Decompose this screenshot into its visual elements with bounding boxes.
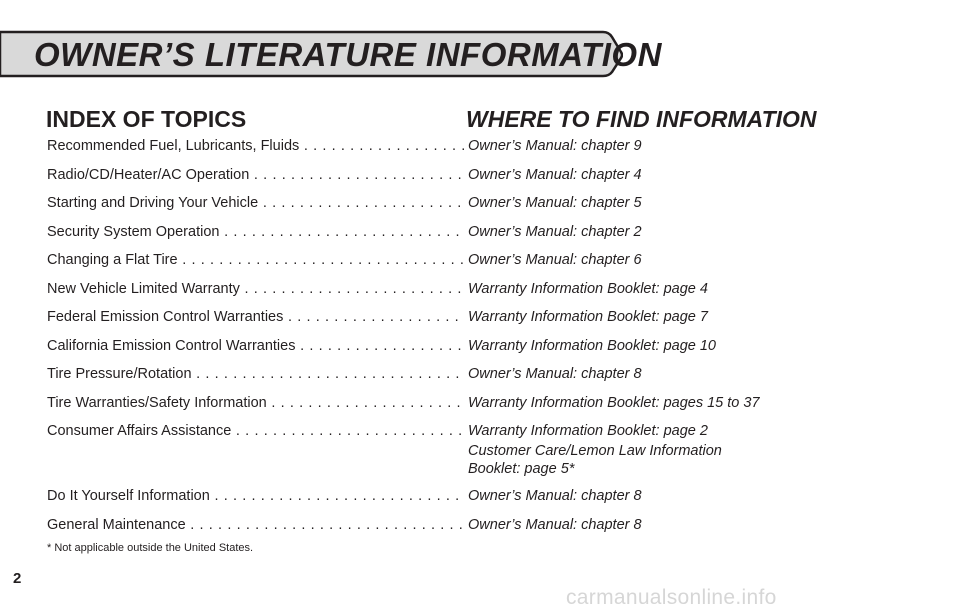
list-item [47, 362, 907, 391]
topic-location-extra: Customer Care/Lemon Law Information Booklet: page 5* [468, 443, 722, 477]
list-item [47, 163, 907, 192]
list-item [47, 513, 907, 542]
topic-location: Owner’s Manual: chapter 5 [468, 195, 642, 211]
topic-location: Warranty Information Booklet: page 2 [468, 423, 708, 439]
topic-location: Owner’s Manual: chapter 8 [468, 366, 642, 382]
topic-label: New Vehicle Limited Warranty . . . [47, 277, 465, 301]
index-of-topics-heading: INDEX OF TOPICS [46, 106, 247, 132]
title-banner [0, 30, 662, 78]
topics-list [47, 134, 907, 541]
watermark: carmanualsonline.info [566, 586, 777, 609]
list-item [47, 305, 907, 334]
topic-location: Owner’s Manual: chapter 2 [468, 223, 642, 240]
where-to-find-heading: WHERE TO FIND INFORMATION [466, 106, 817, 132]
list-item [47, 391, 907, 420]
topic-location: Warranty Information Booklet: page 4 [468, 280, 708, 297]
page-number: 2 [13, 570, 22, 587]
topic-label: California Emission Control Warranties . . . [47, 334, 465, 358]
list-item [47, 191, 907, 220]
topic-location: Warranty Information Booklet: page 7 [468, 309, 708, 325]
list-item [47, 334, 907, 363]
topic-label: Tire Pressure/Rotation . . . [47, 362, 465, 386]
topic-location: Owner’s Manual: chapter 8 [468, 488, 642, 504]
topic-location: Warranty Information Booklet: page 10 [468, 337, 716, 354]
list-item [47, 248, 907, 277]
page-title: OWNER’S LITERATURE INFORMATION [34, 36, 662, 73]
topic-label: General Maintenance . . . [47, 513, 465, 537]
topic-label: Do It Yourself Information . . . [47, 484, 465, 508]
list-item [47, 484, 907, 513]
topic-label: Starting and Driving Your Vehicle . . . [47, 191, 465, 215]
footnote: * Not applicable outside the United States. [47, 542, 254, 554]
list-item [47, 220, 907, 249]
topic-label: Changing a Flat Tire . . . [47, 248, 465, 272]
list-item [47, 277, 907, 306]
topic-location: Owner’s Manual: chapter 8 [468, 516, 642, 533]
topic-label: Radio/CD/Heater/AC Operation . . . [47, 163, 465, 187]
list-item [47, 134, 907, 163]
topic-location: Warranty Information Booklet: pages 15 to 37 [468, 394, 760, 411]
topic-label: Tire Warranties/Safety Information . . . [47, 391, 465, 415]
topic-label: Recommended Fuel, Lubricants, Fluids . . . [47, 134, 465, 158]
topic-location: Owner’s Manual: chapter 9 [468, 138, 642, 154]
topic-label: Consumer Affairs Assistance . . . [47, 419, 465, 443]
topic-location: Owner’s Manual: chapter 4 [468, 166, 642, 183]
topic-label: Federal Emission Control Warranties . . . [47, 305, 465, 329]
list-item [47, 419, 907, 484]
topic-label: Security System Operation . . . [47, 220, 465, 244]
topic-location: Owner’s Manual: chapter 6 [468, 252, 642, 268]
